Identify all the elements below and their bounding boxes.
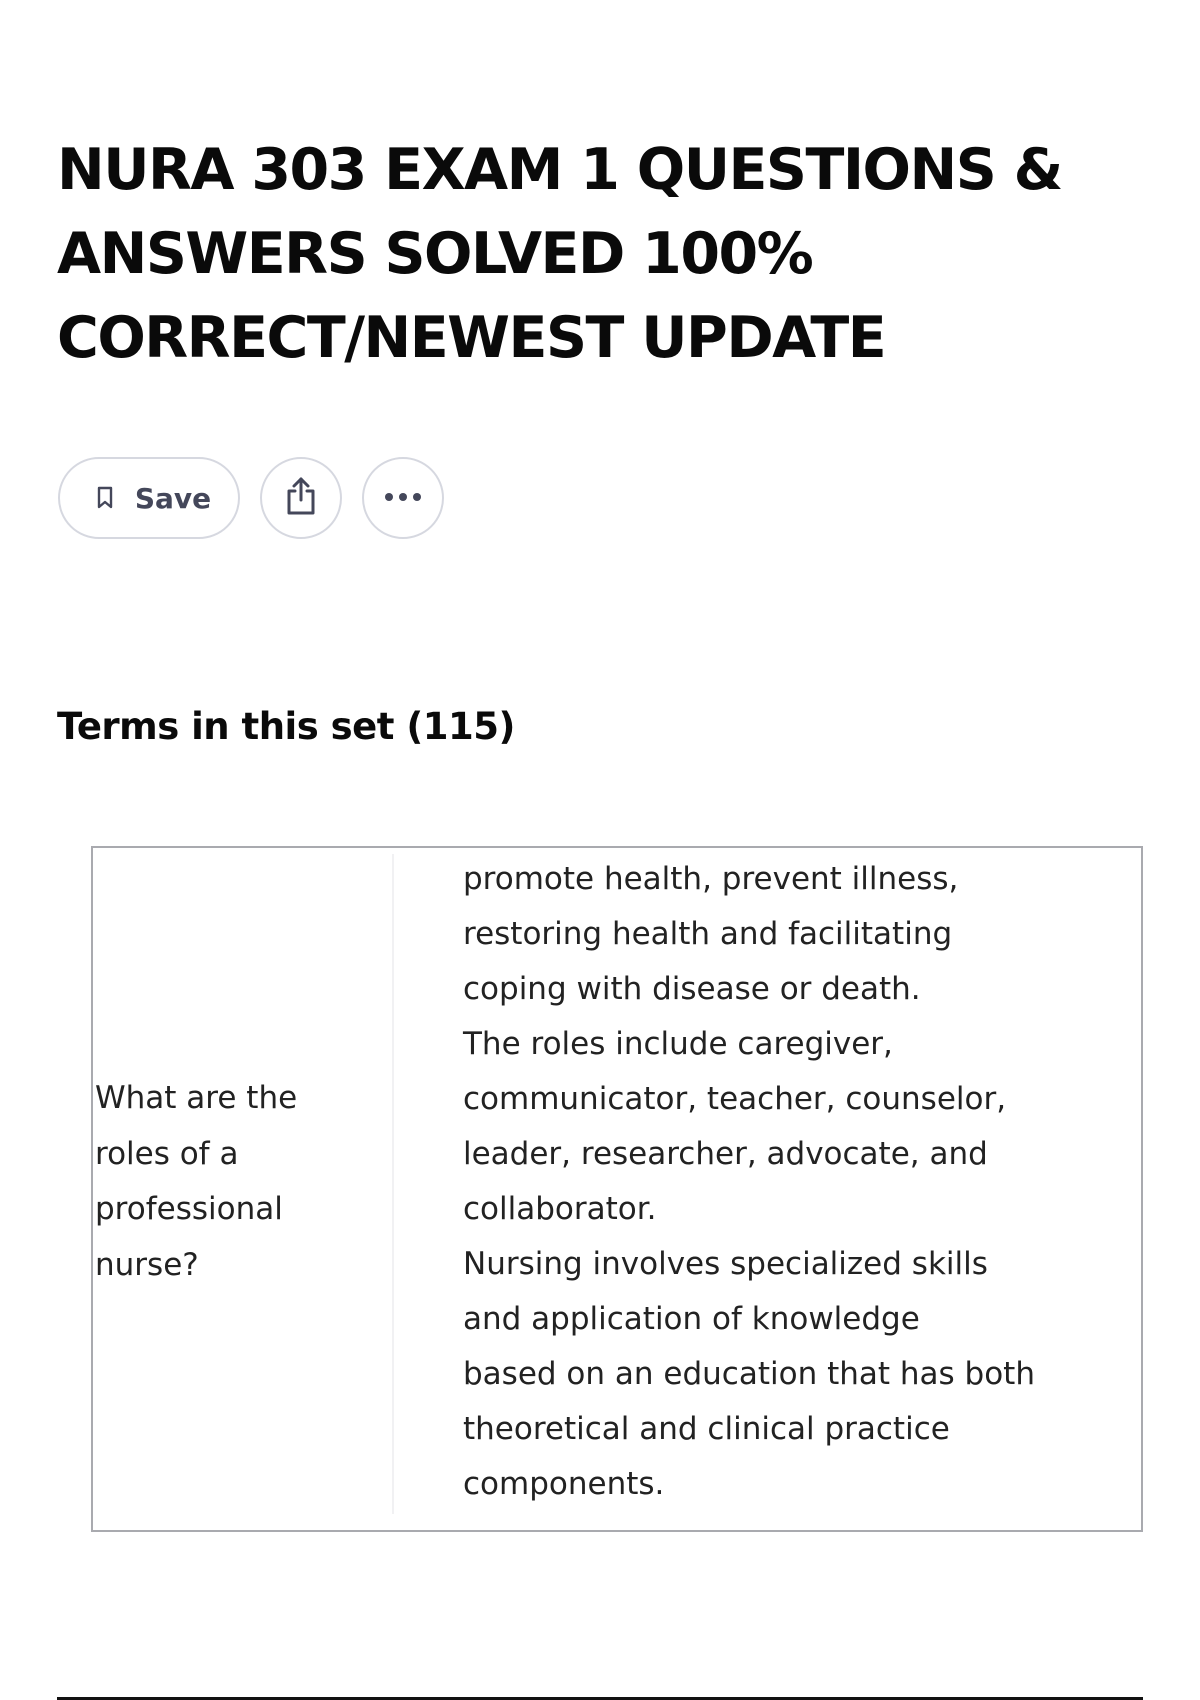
more-icon (383, 489, 423, 507)
definition-line: theoretical and clinical practice (463, 1411, 950, 1447)
definition-line: restoring health and facilitating (463, 916, 953, 952)
more-button[interactable] (362, 457, 444, 539)
definition-line: collaborator. (463, 1191, 657, 1227)
definition-line: based on an education that has both (463, 1356, 1035, 1392)
definition-line: Nursing involves specialized skills (463, 1246, 988, 1282)
definition-line: and application of knowledge (463, 1301, 920, 1337)
page-title: NURA 303 EXAM 1 QUESTIONS & ANSWERS SOLVED 100% CORRECT/NEWEST UPDATE (57, 137, 1062, 371)
definition-line: components. (463, 1466, 665, 1502)
definition-text (463, 852, 1123, 1512)
save-label: Save (134, 481, 212, 515)
action-bar (58, 457, 444, 539)
definition-line: The roles include caregiver, (463, 1026, 893, 1062)
definition-line: leader, researcher, advocate, and (463, 1136, 988, 1172)
term-card (91, 846, 1143, 1532)
share-button[interactable] (260, 457, 342, 539)
term-text: What are the roles of a professional nurse? (95, 1080, 298, 1283)
bookmark-icon (93, 486, 117, 510)
save-button[interactable] (58, 457, 240, 539)
share-icon (284, 476, 318, 521)
column-divider (392, 854, 394, 1514)
terms-heading: Terms in this set (115) (57, 705, 515, 748)
definition-line: coping with disease or death. (463, 971, 921, 1007)
definition-line: communicator, teacher, counselor, (463, 1081, 1007, 1117)
definition-line: promote health, prevent illness, (463, 861, 959, 897)
